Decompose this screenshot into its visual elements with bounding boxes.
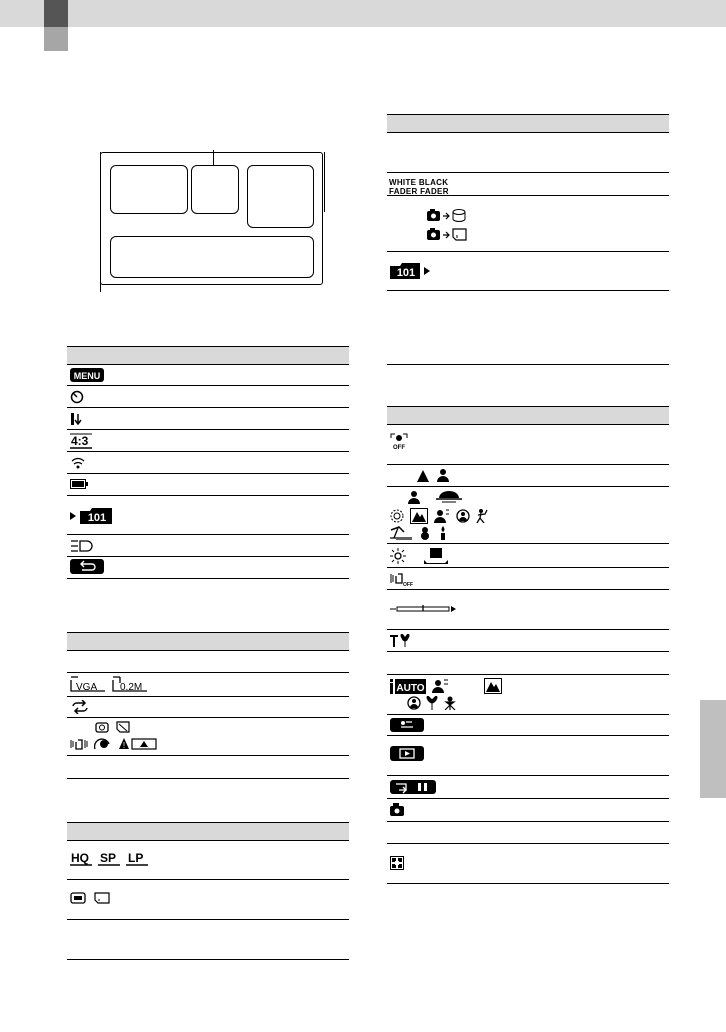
night-scene-icon — [390, 490, 402, 504]
option-button-icon — [390, 718, 424, 732]
table-row — [67, 673, 349, 697]
aspect-ratio-icon — [70, 433, 92, 449]
svg-text:HQ: HQ — [71, 851, 89, 865]
night-portrait-icon — [408, 490, 430, 504]
warning-icon — [118, 737, 158, 751]
leader-line — [100, 258, 101, 292]
page-header-bar — [0, 0, 726, 27]
table-row — [67, 452, 349, 474]
table-header — [67, 822, 349, 841]
face-index-icon — [94, 737, 112, 751]
lp-mode-icon — [126, 850, 148, 866]
arrow-right-icon — [70, 512, 76, 520]
camera-shake-icon — [70, 737, 88, 751]
table-row — [387, 133, 669, 173]
table-row — [387, 465, 669, 487]
table-row — [387, 715, 669, 736]
white-balance-sun-icon — [390, 548, 406, 564]
fader-label: WHITE BLACK FADER FADER — [389, 178, 449, 196]
photo-to-card-icon — [427, 227, 467, 241]
night-ia-icon — [390, 696, 402, 710]
backlight-icon — [424, 548, 448, 564]
chapter-tab — [44, 0, 68, 27]
indicator-table-4 — [387, 114, 669, 365]
candle-icon — [438, 526, 448, 540]
menu-icon — [70, 368, 104, 382]
beach-icon — [390, 526, 412, 540]
table-row — [67, 651, 349, 673]
table-row — [387, 425, 669, 465]
remote-mic-icon — [70, 412, 84, 426]
landscape-framed-icon — [410, 508, 428, 524]
table-row — [67, 756, 349, 778]
repeat-icon — [70, 700, 90, 714]
sp-mode-icon — [98, 850, 120, 866]
svg-text:101: 101 — [396, 267, 416, 279]
return-icon — [70, 559, 104, 574]
table-row — [387, 822, 669, 844]
table-row — [67, 496, 349, 535]
portrait-icon — [437, 469, 449, 482]
table-row — [67, 841, 349, 880]
landscape-icon — [417, 470, 429, 482]
memory-card-icon — [94, 892, 110, 904]
leader-line — [324, 152, 325, 212]
svg-text:4:3: 4:3 — [71, 434, 89, 448]
leader-line — [213, 150, 214, 166]
table-row — [387, 590, 669, 630]
indicator-table-2 — [67, 632, 349, 779]
upper-left-area — [110, 165, 188, 214]
table-row — [387, 736, 669, 776]
center-area — [191, 165, 239, 214]
portrait-framed-icon — [434, 508, 450, 524]
svg-text:MENU: MENU — [73, 371, 101, 381]
table-header — [387, 114, 669, 133]
0-2m-size-icon — [112, 676, 148, 692]
svg-text:101: 101 — [87, 512, 107, 524]
wireless-icon — [70, 456, 86, 470]
upper-right-area — [247, 165, 314, 228]
sports-icon — [476, 509, 488, 523]
table-row — [387, 544, 669, 568]
table-header — [67, 632, 349, 651]
svg-text:AUTO: AUTO — [396, 683, 425, 694]
leader-line — [100, 152, 101, 192]
svg-text:SP: SP — [100, 851, 117, 865]
lcd-outline — [100, 152, 323, 285]
indicator-table-3 — [67, 822, 349, 960]
table-row — [387, 568, 669, 590]
table-row — [67, 880, 349, 920]
hq-mode-icon — [70, 850, 92, 866]
card-error-icon — [115, 720, 131, 734]
tele-macro-icon — [390, 634, 412, 648]
vga-size-icon — [70, 676, 106, 692]
table-row — [387, 630, 669, 652]
table-row — [387, 252, 669, 291]
photo-to-disc-icon — [427, 208, 467, 222]
table-row — [387, 487, 669, 544]
fireworks-icon — [390, 509, 404, 523]
thumbnail-index-icon — [390, 856, 404, 870]
tripod-ia-icon — [443, 696, 457, 710]
manual-adjust-bar-icon — [390, 604, 456, 614]
light-icon — [70, 539, 94, 553]
self-timer-icon — [70, 390, 84, 404]
burst-icon — [95, 721, 109, 734]
bottom-area — [110, 236, 314, 278]
svg-text:!: ! — [122, 741, 126, 750]
sunset-icon — [436, 490, 462, 504]
table-row — [387, 776, 669, 799]
folder-101-arrow-icon — [390, 263, 430, 279]
svg-text:OFF: OFF — [393, 445, 405, 451]
table-row — [67, 718, 349, 756]
table-row — [67, 920, 349, 959]
svg-text:0.2M: 0.2M — [120, 682, 143, 692]
spotlight-icon — [456, 509, 470, 523]
section-side-tab — [700, 700, 726, 798]
view-images-button-icon — [390, 746, 424, 761]
table-row — [387, 173, 669, 196]
macro-ia-icon — [426, 696, 438, 710]
table-row — [67, 386, 349, 408]
table-row — [67, 557, 349, 578]
internal-memory-icon — [70, 892, 86, 904]
svg-text:LP: LP — [128, 851, 144, 865]
face-detection-off-icon — [390, 433, 408, 451]
table-row — [387, 196, 669, 252]
snow-icon — [418, 526, 432, 540]
table-row — [387, 675, 669, 715]
table-row — [387, 799, 669, 822]
portrait-ia-icon — [432, 678, 450, 694]
spotlight-ia-icon — [407, 696, 421, 710]
indicator-table-5 — [387, 406, 669, 884]
table-header — [387, 406, 669, 425]
table-row — [387, 652, 669, 675]
table-row — [387, 844, 669, 883]
slideshow-pause-icon — [390, 780, 436, 794]
table-row — [387, 291, 669, 364]
chapter-tab-lower — [44, 27, 68, 51]
table-header — [67, 346, 349, 365]
table-row — [67, 365, 349, 386]
landscape-ia-icon — [484, 678, 502, 694]
table-row — [67, 474, 349, 496]
camera-icon — [390, 803, 404, 816]
table-row — [67, 430, 349, 452]
folder-101-icon — [80, 508, 112, 524]
indicator-table-1 — [67, 346, 349, 579]
battery-icon — [70, 479, 88, 489]
steadyshot-off-icon — [390, 571, 414, 587]
svg-text:OFF: OFF — [403, 582, 413, 587]
table-row — [67, 697, 349, 718]
intelligent-auto-icon — [390, 678, 426, 694]
table-row — [67, 535, 349, 557]
table-row — [67, 408, 349, 430]
svg-text:VGA: VGA — [76, 682, 98, 692]
